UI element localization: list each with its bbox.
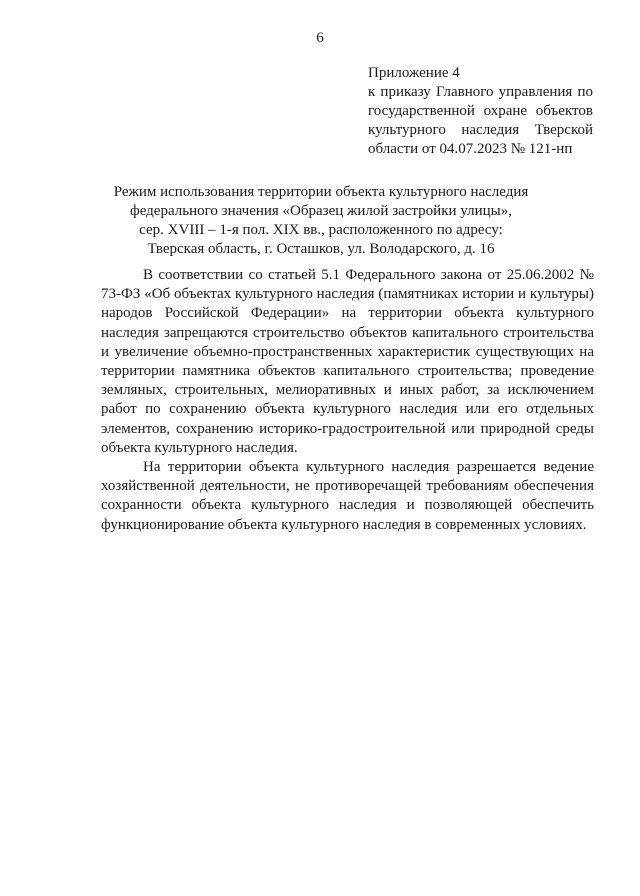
heading-line: Режим использования территории объекта культурного наследия <box>113 184 529 200</box>
paragraph-prohibitions: В соответствии со статьей 5.1 Федерального закона от 25.06.2002 № 73-ФЗ «Об объектах культурного наследия (памятниках истории и культуры) народов Российской Федерации» на территории объекта культурного наследия запрещаются строительство объектов капитального строительства и увеличение объемно-пространственных характеристик существующих на территории памятника объектов капитального строительства; проведение земляных, строительных, мелиоративных и иных работ, за исключением работ по сохранению объекта культурного наследия или его отдельных элементов, сохранению историко-градостроительной или природной среды объекта культурного наследия. <box>101 267 594 456</box>
appendix-title: Приложение 4 <box>368 65 460 81</box>
heading-line: Тверская область, г. Осташков, ул. Володарского, д. 16 <box>147 241 495 257</box>
page-number: 6 <box>316 30 324 46</box>
appendix-reference: к приказу Главного управления по государственной охране объектов культурного наследия Тверской области от 04.07.2023 № 121-нп <box>368 84 593 157</box>
appendix-block <box>368 64 593 159</box>
paragraph-permissions: На территории объекта культурного наследия разрешается ведение хозяйственной деятельности, не противоречащей требованиям обеспечения сохранности объекта культурного наследия и позволяющей обеспечить функционирование объекта культурного наследия в современных условиях. <box>101 459 594 533</box>
heading-line: федерального значения «Образец жилой застройки улицы», <box>130 203 512 219</box>
document-body <box>101 266 594 535</box>
heading-line: сер. XVIII – 1-я пол. XIX вв., расположенного по адресу: <box>139 222 503 238</box>
document-heading <box>96 183 546 259</box>
